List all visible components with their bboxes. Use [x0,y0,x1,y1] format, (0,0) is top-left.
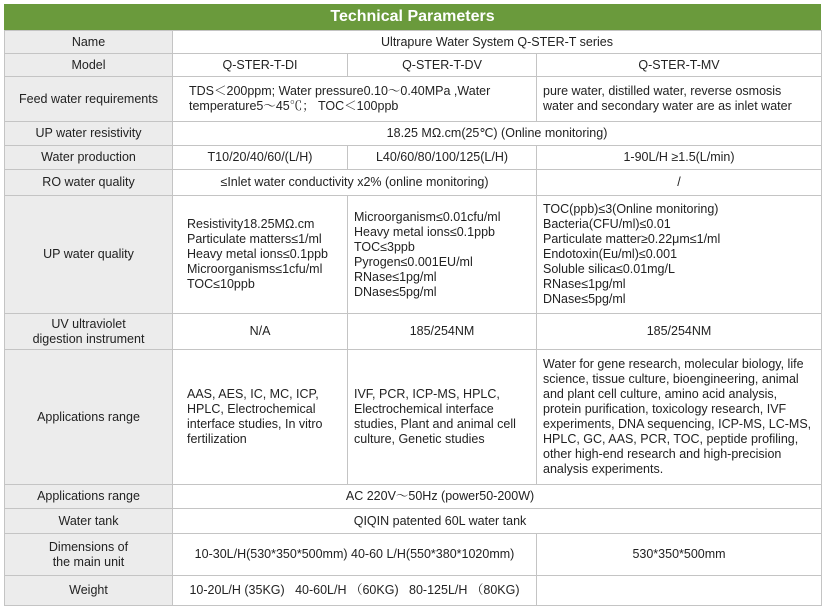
weight-value: 10-20L/H (35KG) 40-60L/H （60KG) 80-125L/H （80KG) [173,576,537,606]
row-label: UP water quality [5,196,173,314]
uv-mv: 185/254NM [537,314,822,350]
uv-dv: 185/254NM [348,314,537,350]
row-label: Model [5,54,173,77]
row-label: Weight [5,576,173,606]
applications-mv: Water for gene research, molecular biology, life science, tissue culture, bioengineering, animal and plant cell culture, amino acid analysis, protein purification, toxicology research, IVF experiments, DNA sequencing, ICP-MS, LC-MS, HPLC, GC, AAS, PCR, TOC, peptide profiling, other high-end research and high-precision analysis experiments. [537,350,822,485]
up-quality-mv: TOC(ppb)≤3(Online monitoring) Bacteria(CFU/ml)≤0.01 Particulate matter≥0.22μm≤1/ml Endotoxin(Eu/ml)≤0.001 Soluble silica≤0.01mg/L RNase≤1pg/ml DNase≤5pg/ml [537,196,822,314]
model-mv: Q-STER-T-MV [537,54,822,77]
row-label: RO water quality [5,170,173,196]
parameters-table [4,30,822,606]
row-uv [5,314,822,350]
tank-value: QIQIN patented 60L water tank [173,509,822,534]
row-power [5,485,822,509]
row-label: Feed water requirements [5,77,173,122]
row-label: Applications range [5,485,173,509]
row-weight [5,576,822,606]
feed-water-spec: TDS＜200ppm; Water pressure0.10～0.40MPa ,Water temperature5～45℃； TOC＜100ppb [173,77,537,122]
production-dv: L40/60/80/100/125(L/H) [348,146,537,170]
applications-di: AAS, AES, IC, MC, ICP, HPLC, Electrochemical interface studies, In vitro fertilization [173,350,348,485]
row-dimensions [5,534,822,576]
row-label: Applications range [5,350,173,485]
dimensions-mv: 530*350*500mm [537,534,822,576]
power-value: AC 220V～50Hz (power50-200W) [173,485,822,509]
weight-mv [537,576,822,606]
table-title: Technical Parameters [4,4,821,30]
row-label: UP water resistivity [5,122,173,146]
row-label: UV ultraviolet digestion instrument [5,314,173,350]
model-dv: Q-STER-T-DV [348,54,537,77]
ro-quality-mv: / [537,170,822,196]
model-di: Q-STER-T-DI [173,54,348,77]
up-quality-dv: Microorganism≤0.01cfu/ml Heavy metal ions≤0.1ppb TOC≤3ppb Pyrogen≤0.001EU/ml RNase≤1pg/ml DNase≤5pg/ml [348,196,537,314]
resistivity-value: 18.25 MΩ.cm(25℃) (Online monitoring) [173,122,822,146]
production-di: T10/20/40/60/(L/H) [173,146,348,170]
row-applications [5,350,822,485]
uv-di: N/A [173,314,348,350]
row-label: Dimensions of the main unit [5,534,173,576]
row-resistivity [5,122,822,146]
row-water-production [5,146,822,170]
up-quality-di: Resistivity18.25MΩ.cm Particulate matters≤1/ml Heavy metal ions≤0.1ppb Microorganisms≤1cfu/ml TOC≤10ppb [173,196,348,314]
row-ro-quality [5,170,822,196]
row-up-quality [5,196,822,314]
row-label: Name [5,31,173,54]
row-label: Water tank [5,509,173,534]
row-name [5,31,822,54]
feed-water-mv: pure water, distilled water, reverse osmosis water and secondary water are as inlet water [537,77,822,122]
row-model [5,54,822,77]
name-value: Ultrapure Water System Q-STER-T series [173,31,822,54]
dimensions-value: 10-30L/H(530*350*500mm) 40-60 L/H(550*380*1020mm) [173,534,537,576]
technical-parameters-sheet [4,4,821,606]
row-label: Water production [5,146,173,170]
applications-dv: IVF, PCR, ICP-MS, HPLC, Electrochemical interface studies, Plant and animal cell culture, Genetic studies [348,350,537,485]
row-feed-water [5,77,822,122]
production-mv: 1-90L/H ≥1.5(L/min) [537,146,822,170]
row-water-tank [5,509,822,534]
ro-quality-value: ≤Inlet water conductivity x2% (online monitoring) [173,170,537,196]
